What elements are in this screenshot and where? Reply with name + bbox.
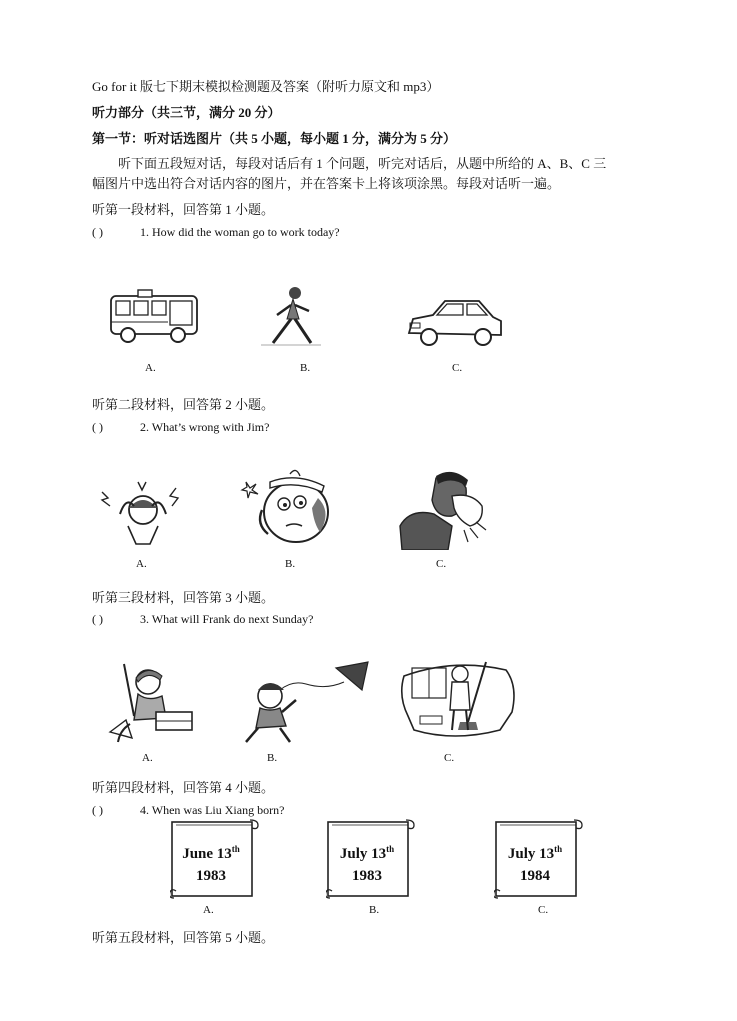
question-text: 3. What will Frank do next Sunday? (140, 612, 314, 626)
date-scroll-c (494, 818, 584, 900)
option-c-label: C. (444, 752, 455, 764)
scroll-suffix: th (386, 844, 395, 854)
answer-blank[interactable]: ( ) (92, 612, 103, 626)
option-a-label: A. (136, 558, 147, 570)
section-heading: 第一节：听对话选图片（共 5 小题，每小题 1 分，满分为 5 分） (92, 131, 457, 146)
question-lead: 听第二段材料，回答第 2 小题。 (92, 397, 275, 412)
scroll-month: July 13 (507, 846, 555, 862)
question-lead: 听第五段材料，回答第 5 小题。 (92, 930, 275, 945)
option-c-label: C. (452, 362, 463, 374)
scroll-year: 1983 (352, 868, 382, 884)
bus-icon (108, 288, 203, 348)
answer-blank[interactable]: ( ) (92, 803, 103, 817)
option-b-label: B. (369, 904, 380, 916)
car-icon (405, 295, 505, 353)
cold-sneeze-icon (396, 470, 491, 550)
question-text: 1. How did the woman go to work today? (140, 225, 340, 239)
answer-blank[interactable]: ( ) (92, 225, 103, 239)
scroll-suffix: th (554, 844, 563, 854)
option-b-label: B. (285, 558, 296, 570)
option-c-label: C. (436, 558, 447, 570)
document-title: Go for it 版七下期末模拟检测题及答案（附听力原文和 mp3） (92, 79, 440, 94)
kite-flying-icon (236, 660, 376, 745)
option-a-label: A. (142, 752, 153, 764)
question-lead: 听第三段材料，回答第 3 小题。 (92, 590, 275, 605)
instructions-line-1: 听下面五段短对话，每段对话后有 1 个问题，听完对话后，从题中所给的 A、B、C 三 (118, 156, 607, 171)
answer-blank[interactable]: ( ) (92, 420, 103, 434)
option-b-label: B. (300, 362, 311, 374)
question-lead: 听第四段材料，回答第 4 小题。 (92, 780, 275, 795)
scroll-suffix: th (231, 844, 240, 854)
question-text: 2. What’s wrong with Jim? (140, 420, 270, 434)
option-c-label: C. (538, 904, 549, 916)
scroll-month: June 13 (182, 846, 232, 862)
option-a-label: A. (203, 904, 214, 916)
option-b-label: B. (267, 752, 278, 764)
headache-icon (98, 478, 188, 548)
walking-person-icon (255, 285, 325, 350)
scroll-year: 1984 (520, 868, 550, 884)
part-heading: 听力部分（共三节，满分 20 分） (92, 105, 281, 120)
instructions-line-2: 幅图片中选出符合对话内容的图片，并在答案卡上将该项涂黑。每段对话听一遍。 (92, 176, 561, 191)
sweeping-floor-icon (394, 656, 519, 746)
question-lead: 听第一段材料，回答第 1 小题。 (92, 202, 275, 217)
date-scroll-b (326, 818, 416, 900)
question-text: 4. When was Liu Xiang born? (140, 803, 285, 817)
scroll-year: 1983 (196, 868, 226, 884)
option-a-label: A. (145, 362, 156, 374)
date-scroll-a (170, 818, 260, 900)
scroll-month: July 13 (339, 846, 387, 862)
fishing-icon (100, 660, 200, 745)
toothache-icon (240, 468, 338, 548)
